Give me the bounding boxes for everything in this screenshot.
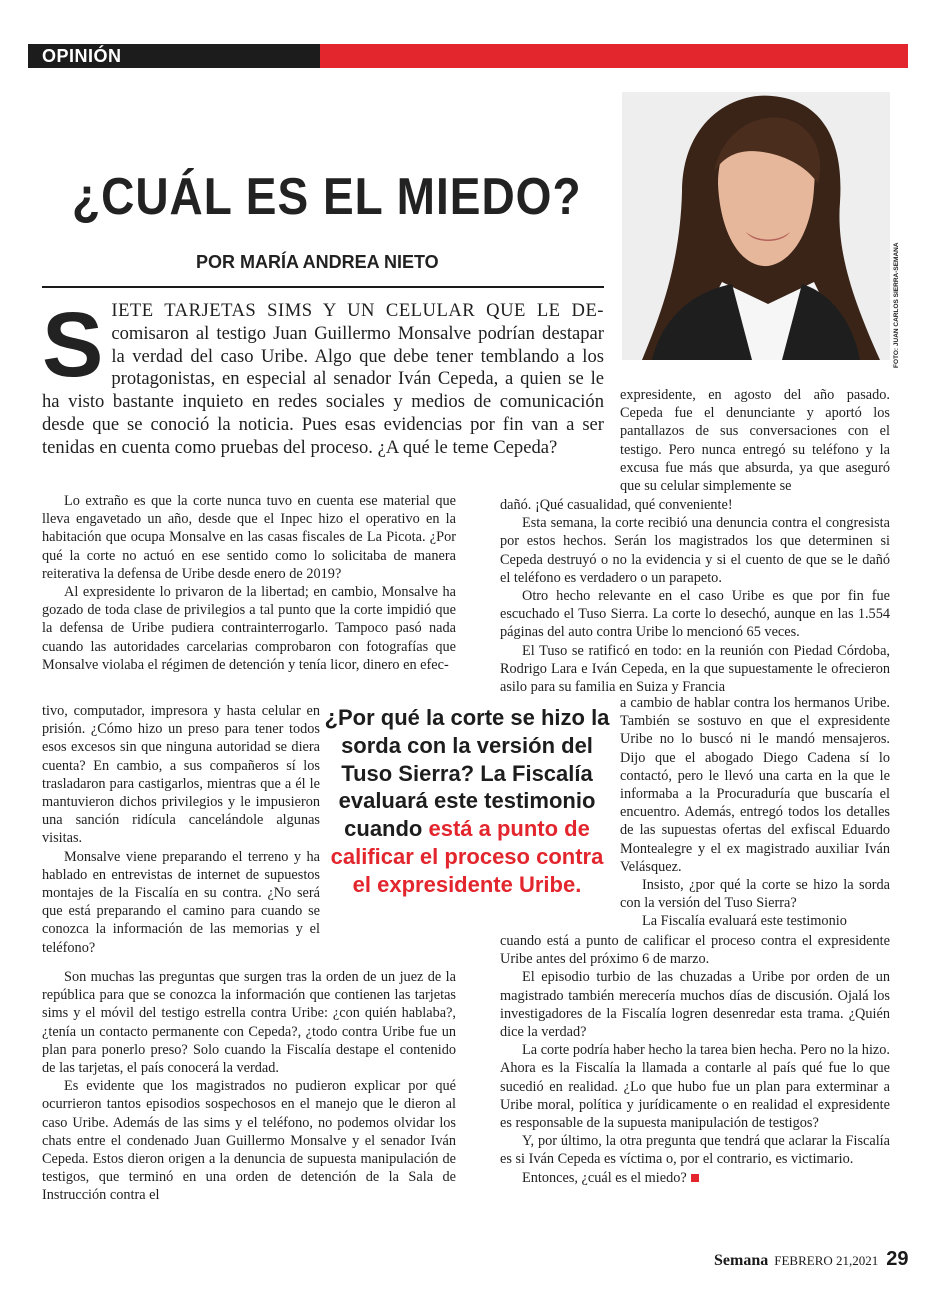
headline: ¿CUÁL ES EL MIEDO? xyxy=(72,167,582,226)
lead-caps: IETE TARJETAS SIMS Y UN CELULAR QUE LE DE- xyxy=(111,300,604,321)
lead-text: comisaron al testigo Juan Guillermo Monsalve podrían destapar la verdad del caso Uribe. Algo que debe tener temblando a los protagonistas, en especial al senador Iván Cepeda, a quien se le ha visto bastante inquieto en redes sociales y medios de comunicación desde que se conoció la noticia. Pues esas evidencias por fin van a ser tenidas en cuenta como pruebas del proceso. ¿A qué le teme Cepeda? xyxy=(42,322,604,458)
body-paragraph: Es evidente que los magistrados no pudieron explicar por qué ocurrieron tantos episodios sospechosos en el manejo que le dieron al caso Uribe. Además de las sims y el teléfono, no podemos olvidar los chats entre el condenado Juan Guillermo Monsalve y el senador Iván Cepeda. Estos dieron origen a la denuncia de supuesta manipulación de testigos, que terminó en una orden de detención de la Sala de Instrucción contra el xyxy=(42,1078,456,1204)
column-2-top xyxy=(620,386,890,495)
author-photo xyxy=(622,92,890,360)
body-paragraph: La Fiscalía evaluará este testimonio xyxy=(642,913,847,930)
column-2-upper xyxy=(500,496,890,696)
section-label: OPINIÓN xyxy=(28,44,320,68)
column-1-middle xyxy=(42,702,320,957)
page-footer xyxy=(714,1248,909,1271)
body-paragraph: El Tuso se ratificó en todo: en la reunión con Piedad Córdoba, Rodrigo Lara e Iván Cepeda, en la que supuestamente le ofrecieron asilo para su familia en Suiza y Francia xyxy=(500,642,890,696)
author-portrait-illustration xyxy=(622,92,890,360)
byline-rule xyxy=(42,286,604,288)
body-paragraph: El episodio turbio de las chuzadas a Uribe por orden de un magistrado también merecería muchos días de discusión. Ojalá los investigadores de la Fiscalía logren desenredar esta trama. ¿Quién dice la verdad? xyxy=(500,969,890,1041)
body-paragraph: Esta semana, la corte recibió una denuncia contra el congresista por estos hechos. Serán los magistrados los que determinen si Cepeda destruyó o no la evidencia y si el cuento de que se le dañó el teléfono es verdadero o un parapeto. xyxy=(500,515,890,586)
byline: POR MARÍA ANDREA NIETO xyxy=(196,252,439,272)
pull-quote-black: ¿Por qué la corte se hizo la sorda con la versión del Tuso Sierra? La Fiscalía evaluará este testimonio cuando xyxy=(324,705,610,842)
body-paragraph: a cambio de hablar contra los hermanos Uribe. También se sostuvo en que el expresidente Uribe no lo buscó ni le mandó mensajeros. Dijo que el abogado Diego Cadena sí lo contactó, pero le llevó una carta en la que le informaba a la Procuraduría que buscaría el encuentro. Además, entregó todos los detalles de las supuestas ofertas del exfiscal Eduardo Montealegre y el ex magistrado auxiliar Iván Velásquez. xyxy=(620,695,890,875)
section-bar xyxy=(28,44,908,68)
body-paragraph: Otro hecho relevante en el caso Uribe es que por fin fue escuchado el Tuso Sierra. La corte lo desechó, aunque en las 1.554 páginas del auto contra Uribe lo mencionó 65 veces. xyxy=(500,588,890,641)
photo-credit: FOTO: JUAN CARLOS SIERRA-SEMANA xyxy=(893,242,900,368)
page-number: 29 xyxy=(886,1248,909,1270)
issue-date: FEBRERO 21,2021 xyxy=(774,1253,879,1268)
body-paragraph: Son muchas las preguntas que surgen tras la orden de un juez de la república para que se conozca la información que contienen las tarjetas sims y el móvil del testigo estrella contra Uribe: ¿con quién hablaba?, ¿tenía un contacto permanente con Cepeda?, ¿todo contra Uribe fue un plan para ponerlo preso? Solo cuando la Fiscalía destape el contenido de las tarjetas, el país conocerá la verdad. xyxy=(42,969,456,1077)
drop-cap: S xyxy=(42,294,104,396)
body-paragraph: Y, por último, la otra pregunta que tendrá que aclarar la Fiscalía es si Iván Cepeda es víctima o, por el contrario, es victimario. xyxy=(500,1133,890,1168)
column-2-bottom xyxy=(500,932,890,1187)
body-paragraph: cuando está a punto de calificar el proceso contra el expresidente Uribe antes del próximo 6 de marzo. xyxy=(500,933,890,968)
magazine-name: Semana xyxy=(714,1252,769,1269)
body-paragraph: Monsalve viene preparando el terreno y ha hablado en entrevistas de internet de supuestos montajes de la Fiscalía en su contra. ¿No será que está preparando el camino para cuando se conozca la información de las memorias y el teléfono? xyxy=(42,848,320,956)
column-2-middle xyxy=(620,694,890,931)
column-1-bottom xyxy=(42,968,456,1205)
lead-paragraph xyxy=(42,294,604,460)
body-paragraph: La corte podría haber hecho la tarea bien hecha. Pero no la hizo. Ahora es la Fiscalía la llamada a contarle al país qué fue lo que sucedió en realidad. ¿Lo que hubo fue un plan para exterminar a Uribe moral, política y jurídicamente o en realidad el expresidente es responsable de la supuesta manipulación de testigos? xyxy=(500,1042,890,1132)
body-paragraph: Al expresidente lo privaron de la libertad; en cambio, Monsalve ha gozado de toda clase de privilegios a tal punto que la corte impidió que la defensa de Uribe pudiera contrainterrogarlo. Tampoco pasó nada cuando las autoridades carcelarias comprobaron con fotografías que Monsalve violaba el régimen de detención y tenía licor, dinero en efec- xyxy=(42,584,456,673)
pull-quote-red: está a punto de calificar el proceso contra el expresidente Uribe. xyxy=(330,816,604,897)
closing-text: Entonces, ¿cuál es el miedo? xyxy=(522,1169,687,1186)
end-mark-icon xyxy=(691,1174,699,1182)
closing-paragraph xyxy=(500,1169,890,1187)
pull-quote xyxy=(322,704,612,899)
body-paragraph: dañó. ¡Qué casualidad, qué conveniente! xyxy=(500,497,733,513)
body-paragraph: Lo extraño es que la corte nunca tuvo en cuenta ese material que lleva engavetado un año, desde que el Inpec hizo el operativo en la habitación que ocupa Monsalve en las casas fiscales de La Picota. ¿Por qué la corte no actuó en ese sentido como lo solicitaba de manera reiterativa la defensa de Uribe desde enero de 2019? xyxy=(42,493,456,582)
body-paragraph: Insisto, ¿por qué la corte se hizo la sorda con la versión del Tuso Sierra? xyxy=(620,877,890,912)
body-paragraph: tivo, computador, impresora y hasta celular en prisión. ¿Cómo hizo un preso para tener todos esos excesos sin que ninguna autoridad se diera cuenta? En cambio, a sus compañeros sí los trasladaron para castigarlos, mientras que a él le mantuvieron dichos privilegios y le impusieron una sanción ridícula cancelándole algunas visitas. xyxy=(42,703,320,847)
column-1-top xyxy=(42,492,456,674)
body-paragraph: expresidente, en agosto del año pasado. Cepeda fue el denunciante y aportó los pantallazos de sus conversaciones con el testigo. Pero nunca entregó su teléfono y la excusa fue más que absurda, ya que aseguró que su celular simplemente se xyxy=(620,387,890,495)
